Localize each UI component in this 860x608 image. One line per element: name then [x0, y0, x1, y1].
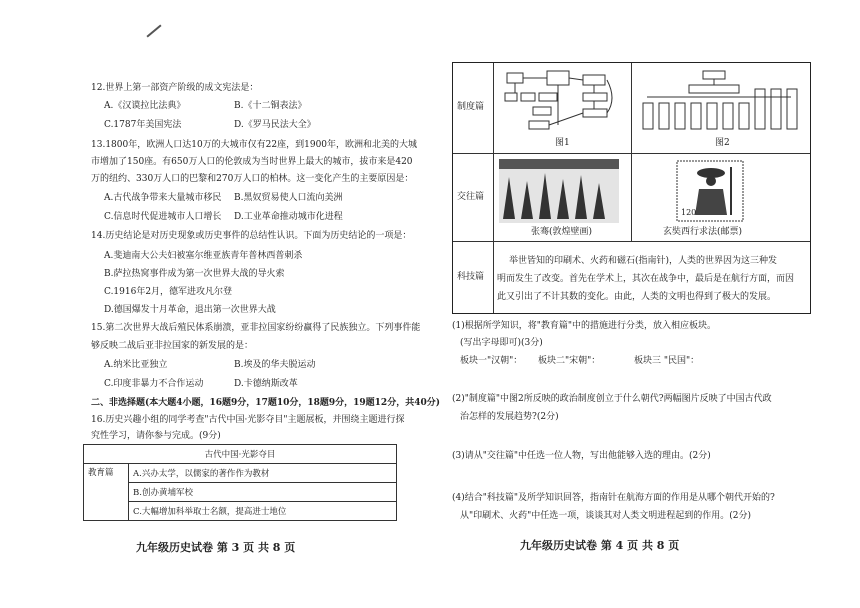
q13-option-b: B.黑奴贸易使人口流向美洲	[234, 193, 343, 203]
q16-item-b: B.创办黄埔军校	[129, 483, 397, 502]
q16-stem-1: 16.历史兴趣小组的同学考查"古代中国·光影夺目"主题展板，并围绕主题进行探	[91, 415, 405, 425]
q13-stem-1: 13.1800年，欧洲人口达10万的大城市仅有22座，到1900年，欧洲和北美的大城	[91, 140, 418, 150]
q15-option-d: D.卡德纳斯改革	[234, 379, 298, 389]
fig2-caption: 图2	[715, 138, 730, 148]
q12-option-d: D.《罗马民法大全》	[234, 120, 316, 130]
q12-stem: 12.世界上第一部资产阶级的成文宪法是：	[91, 83, 259, 93]
fig3-mural-image	[499, 159, 619, 223]
q16-table	[83, 444, 397, 521]
q13-stem-3: 万的纽约、330万人口的巴黎和270万人口的柏林。这一变化产生的主要原因是：	[91, 174, 414, 184]
fig1-caption: 图1	[555, 138, 570, 148]
q14-option-c: C.1916年2月，德军进攻凡尔登	[104, 287, 233, 297]
q16-stem-2: 究性学习，请你参与完成。(9分)	[91, 431, 221, 441]
q16-item-c: C.大幅增加科举取士名额，提高进士地位	[129, 502, 397, 521]
q14-option-b: B.萨拉热窝事件成为第一次世界大战的导火索	[104, 269, 285, 279]
fig2-diagram	[641, 69, 801, 133]
left-page-footer: 九年级历史试卷 第 3 页 共 8 页	[136, 541, 296, 554]
q15-option-a: A.纳米比亚独立	[104, 360, 168, 370]
q13-option-c: C.信息时代促进城市人口增长	[104, 212, 222, 222]
q15-stem-1: 15.第二次世界大战后殖民体系崩溃，亚非拉国家纷纷赢得了民族独立。下列事件能	[91, 323, 421, 333]
q14-option-d: D.德国爆发十月革命，退出第一次世界大战	[104, 305, 276, 315]
q13-stem-2: 市增加了150座。有650万人口的伦敦成为当时世界上最大的城市，拔市来是420	[91, 157, 413, 167]
row-label-system: 制度篇	[457, 102, 485, 112]
row-label-exchange: 交往篇	[457, 192, 485, 202]
q13-option-a: A.古代战争带来大量城市移民	[104, 193, 222, 203]
right-page-footer: 九年级历史试卷 第 4 页 共 8 页	[520, 539, 680, 552]
fig4-caption: 玄奘西行求法(邮票)	[663, 227, 743, 237]
stamp-value: 120	[681, 208, 697, 217]
row-label-tech: 科技篇	[457, 272, 485, 282]
q16-4-stem-2: 从"印刷术、火药"中任选一项，谈谈其对人类文明进程起到的作用。(2分)	[460, 511, 752, 521]
q16-4-stem-1: (4)结合"科技篇"及所学知识回答，指南针在航海方面的作用是从哪个朝代开始的?	[452, 493, 775, 503]
fig1-diagram	[503, 69, 621, 133]
block-2-song: 板块二"宋朝"：	[538, 356, 601, 366]
q16-2-stem-1: (2)"制度篇"中图2所反映的政治制度创立于什么朝代?两幅图片反映了中国古代政	[452, 394, 772, 404]
q16-table-title: 古代中国·光影夺目	[84, 445, 397, 464]
section-2-heading: 二、非选择题(本大题4小题，16题9分，17题10分，18题9分，19题12分，共40分)	[91, 398, 440, 408]
q15-option-c: C.印度非暴力不合作运动	[104, 379, 204, 389]
tech-text-2: 明而发生了改变。首先在学术上，其次在战争中，最后是在航行方面，而因	[497, 274, 795, 284]
q16-3-stem: (3)请从"交往篇"中任选一位人物，写出他能够入选的理由。(2分)	[452, 451, 711, 461]
q13-option-d: D.工业革命推动城市化进程	[234, 212, 343, 222]
q15-stem-2: 够反映二战后亚非拉国家的新发展的是：	[91, 341, 254, 351]
block-1-han: 板块一"汉朝"：	[460, 356, 523, 366]
q12-option-c: C.1787年美国宪法	[104, 120, 182, 130]
scan-mark	[146, 24, 161, 37]
q14-option-a: A.斐迪南大公夫妇被塞尔维亚族青年普林西普刺杀	[104, 251, 303, 261]
fig3-caption: 张骞(敦煌壁画)	[531, 227, 593, 237]
q16-1-stem-2: (写出字母即可)(3分)	[460, 338, 543, 348]
q15-option-b: B.埃及的华夫脱运动	[234, 360, 316, 370]
q16-row-label: 教育篇	[84, 464, 129, 521]
q16-item-a: A.兴办太学，以儒家的著作作为教材	[129, 464, 397, 483]
q12-option-b: B.《十二铜表法》	[234, 101, 307, 111]
q14-stem: 14.历史结论是对历史现象或历史事件的总结性认识。下面为历史结论的一项是：	[91, 231, 412, 241]
q12-option-a: A.《汉谟拉比法典》	[104, 101, 186, 111]
tech-text-1: 举世皆知的印刷术、火药和磁石(指南针)，人类的世界因为这三种发	[509, 256, 778, 266]
exhibit-table	[452, 62, 811, 314]
q16-1-stem-1: (1)根据所学知识，将"教育篇"中的措施进行分类，放入相应板块。	[452, 321, 717, 331]
tech-text-3: 此又引出了不计其数的变化。由此，人类的文明也得到了极大的发展。	[497, 292, 777, 302]
block-3-minguo: 板块三 "民国"：	[634, 356, 700, 366]
q16-2-stem-2: 治怎样的发展趋势?(2分)	[460, 412, 559, 422]
